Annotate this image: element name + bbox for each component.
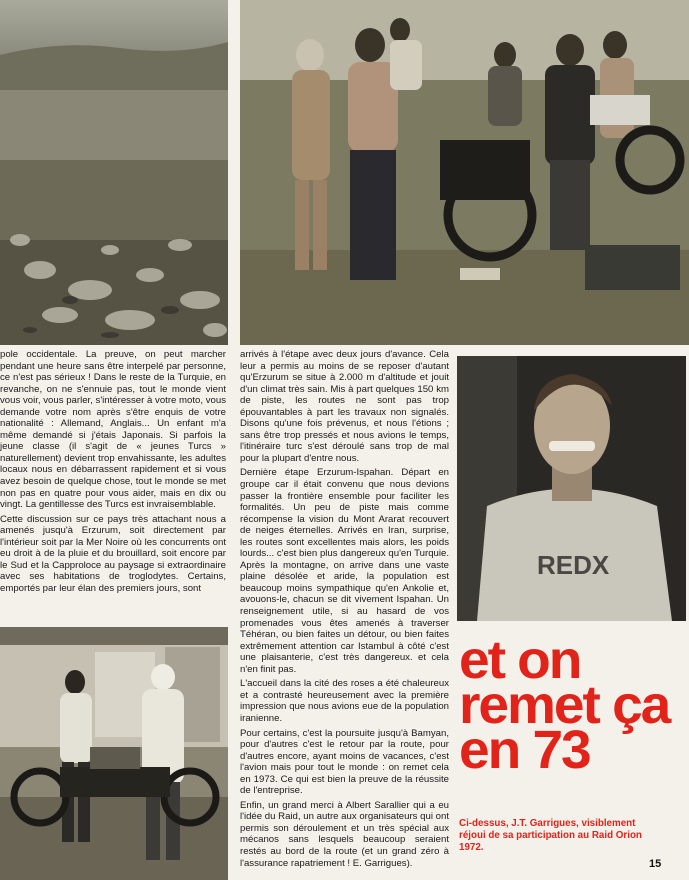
rocky-landscape-photo [0,0,228,345]
photo-caption: Ci-dessus, J.T. Garrigues, visiblement réjoui de sa participation au Raid Orion 1972. [459,818,642,853]
roadside-motorcycle-photo [0,627,228,880]
paragraph: Dernière étape Erzurum-Ispahan. Départ en groupe car il était convenu que nous devions passer la frontière ensemble pour faciliter les formalités. Un peu de piste mais comme récompense la vision du Mont Ararat recouvert de neiges éternelles. Arrivés en Iran, surprise, les routes sont excellentes mais alors, les poids lourds... c'est bien plus dangereux qu'en Turquie. Après la montagne, on arrive dans une vaste plaine désolée et aride, la population est beaucoup moins sympathique qu'en Ankolie et, avouons-le, chacun se dit vivement Ispahan. Un renseignement utile, si au hasard de vos promenades vous êtes amenés à traverser Téhéran, ou bien faites un détour, ou bien faites extrêmement attention car Istambul à côté c'est une plaisanterie, c'est très dangereux. et cela n'en finit pas. [240,467,449,675]
shirt-print: REDX [537,550,610,580]
headline-line: et on [459,630,581,690]
headline-line: remet ça [459,675,670,735]
paragraph: arrivés à l'étape avec deux jours d'avance. Cela leur a permis au moins de se reposer d'autant qu'Erzurum se situe à 2.000 m d'altitude et jouit d'un climat très sain. Mis à part quelques 150 km de piste, les routes ne sont pas trop épouvantables à part les travaux non signalés. Disons qu'une fois prévenus, et nous l'étions ; sans être trop pressés et nous avions le temps, l'itinéraire turc s'est déroulé sans trop de mal pour la plupart d'entre nous. [240,349,449,464]
headline-line: en 73 [459,720,590,780]
paragraph: L'accueil dans la cité des roses a été chaleureux et a contrasté heureusement avec la première impression que nous avions eue de la population iranienne. [240,678,449,724]
middle-text-column [240,349,449,872]
paragraph: Enfin, un grand merci à Albert Sarallier qui a eu l'idée du Raid, un autre aux organisateurs qui ont permis son déroulement et un très spécial aux mécanos sans lesquels beaucoup seraient restés au bord de la route (et un grand zéro à l'assurance rapatriement ! E. Garrigues). [240,799,449,869]
mechanics-repairing-motorcycle-photo [240,0,689,345]
headline [459,630,679,780]
paragraph: Pour certains, c'est la poursuite jusqu'à Bamyan, pour d'autres c'est le retour par la route, pour d'autres encore, ayant moins de vacances, c'est l'avion mais pour tout le monde : on remet cela en 1973. Ce qui est bien la preuve de la réussite de l'entreprise. [240,727,449,797]
left-text-column [0,349,226,597]
paragraph: pole occidentale. La preuve, on peut marcher pendant une heure sans être interpelé par personne, ce n'est pas sérieux ! Dans le reste de la Turquie, en revanche, on ne s'ennuie pas, tout le monde vient vous voir, vous parler, s'intéresser à votre moto, vous demande votre nom après s'être enquis de votre nationalité : Allemand, Anglais... Un enfant m'a même demandé si j'étais Japonais. Si parfois la jeune classe (il s'agit de « jeunes Turcs » naturellement) devient trop envahissante, les adultes locaux nous en débarrassent rapidement et si vous avez besoin de quelque chose, tout le monde se met non pas en quatre pour vous aider, mais en dix ou vingt. La gentillesse des Turcs est invraisemblable. [0,349,226,511]
paragraph: Cette discussion sur ce pays très attachant nous a amenés jusqu'à Erzurum, soit directement par l'intérieur soit par la Mer Noire où les concurrents ont eu droit à de la pluie et du brouillard, soit encore par le Sud et la Capproloce au paysage si extraordinaire avec ses habitations de troglodytes. Certains, emportés par leur élan des premiers jours, sont [0,513,226,594]
portrait-garrigues-photo [457,356,686,621]
page-number: 15 [649,858,662,870]
